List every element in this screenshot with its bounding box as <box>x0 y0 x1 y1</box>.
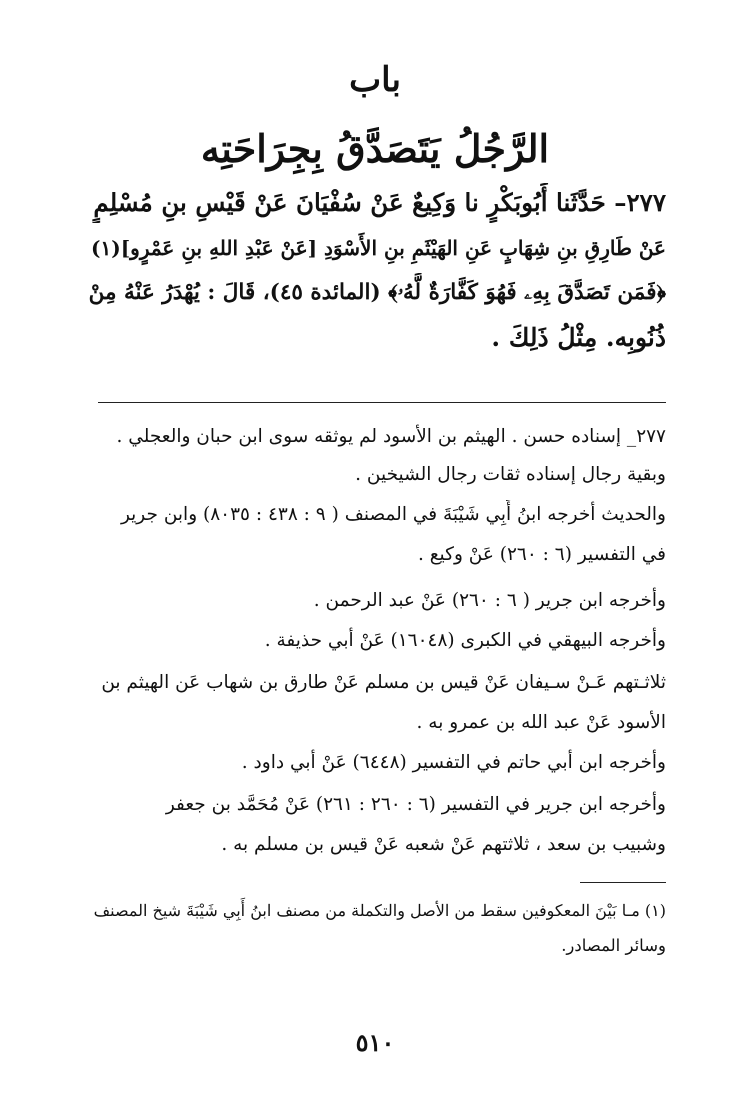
commentary-line: ثلاثـتهم عَـنْ سـيفان عَنْ قيس بن مسلم عَنْ طارق بن شهاب عَن الهيثم بن <box>101 672 666 693</box>
commentary-line: ٢٧٧_ إسناده حسن . الهيثم بن الأسود لم يوثقه سوى ابن حبان والعجلي . <box>116 426 666 447</box>
hadith-line: عَنْ طَارِقِ بنِ شِهَابٍ عَنِ الهَيْثَمِ بنِ الأَسْوَدِ [عَنْ عَبْدِ اللهِ بنِ عَمْرٍو](١) <box>91 236 666 260</box>
footnote-line: وسائر المصادر. <box>561 936 666 955</box>
hadith-line: ﴿فَمَن تَصَدَّقَ بِهِۦ فَهُوَ كَفَّارَةٌ لَّهُۥ﴾ (المائدة ٤٥)، قَالَ : يُهْدَرُ عَنْهُ مِنْ <box>88 280 666 305</box>
commentary-line: وشبيب بن سعد ، ثلاثتهم عَنْ شعبه عَنْ قيس بن مسلم به . <box>221 834 666 855</box>
section-divider <box>98 402 666 403</box>
hadith-line: ٢٧٧– حَدَّثَنا أَبُوبَكْرٍ نا وَكِيعٌ عَنْ سُفْيَانَ عَنْ قَيْسِ بنِ مُسْلِمٍ <box>93 188 666 217</box>
commentary-line: وأخرجه ابن جرير ( ٦ : ٢٦٠) عَنْ عبد الرحمن . <box>313 590 666 611</box>
page-number: ٥١٠ <box>355 1028 395 1057</box>
commentary-line: الأسود عَنْ عبد الله بن عمرو به . <box>416 712 666 733</box>
footnote-line: (١) مـا بَيْنَ المعكوفين سقط من الأصل والتكملة من مصنف ابنُ أَبِي شَيْبَةَ شيخ المصنف <box>93 901 666 920</box>
commentary-line: وأخرجه البيهقي في الكبرى (١٦٠٤٨) عَنْ أبي حذيفة . <box>264 630 666 651</box>
commentary-line: في التفسير (٦ : ٢٦٠) عَنْ وكيع . <box>417 544 666 565</box>
chapter-label: باب <box>349 60 401 100</box>
chapter-title: الرَّجُلُ يَتَصَدَّقُ بِجِرَاحَتِه <box>200 126 550 171</box>
commentary-line: وأخرجه ابن جرير في التفسير (٦ : ٢٦٠ : ٢٦١) عَنْ مُحَمَّد بن جعفر <box>165 794 666 815</box>
commentary-line: وأخرجه ابن أبي حاتم في التفسير (٦٤٤٨) عَنْ أبي داود . <box>241 752 666 773</box>
commentary-line: وبقية رجال إسناده ثقات رجال الشيخين . <box>355 464 666 485</box>
footnote-divider <box>580 882 666 883</box>
hadith-line: ذُنُوبِه. مِثْلُ ذَلِكَ . <box>491 323 666 352</box>
commentary-line: والحديث أخرجه ابنُ أَبِي شَيْبَةَ في المصنف ( ٩ : ٤٣٨ : ٨٠٣٥) وابن جرير <box>120 504 666 525</box>
